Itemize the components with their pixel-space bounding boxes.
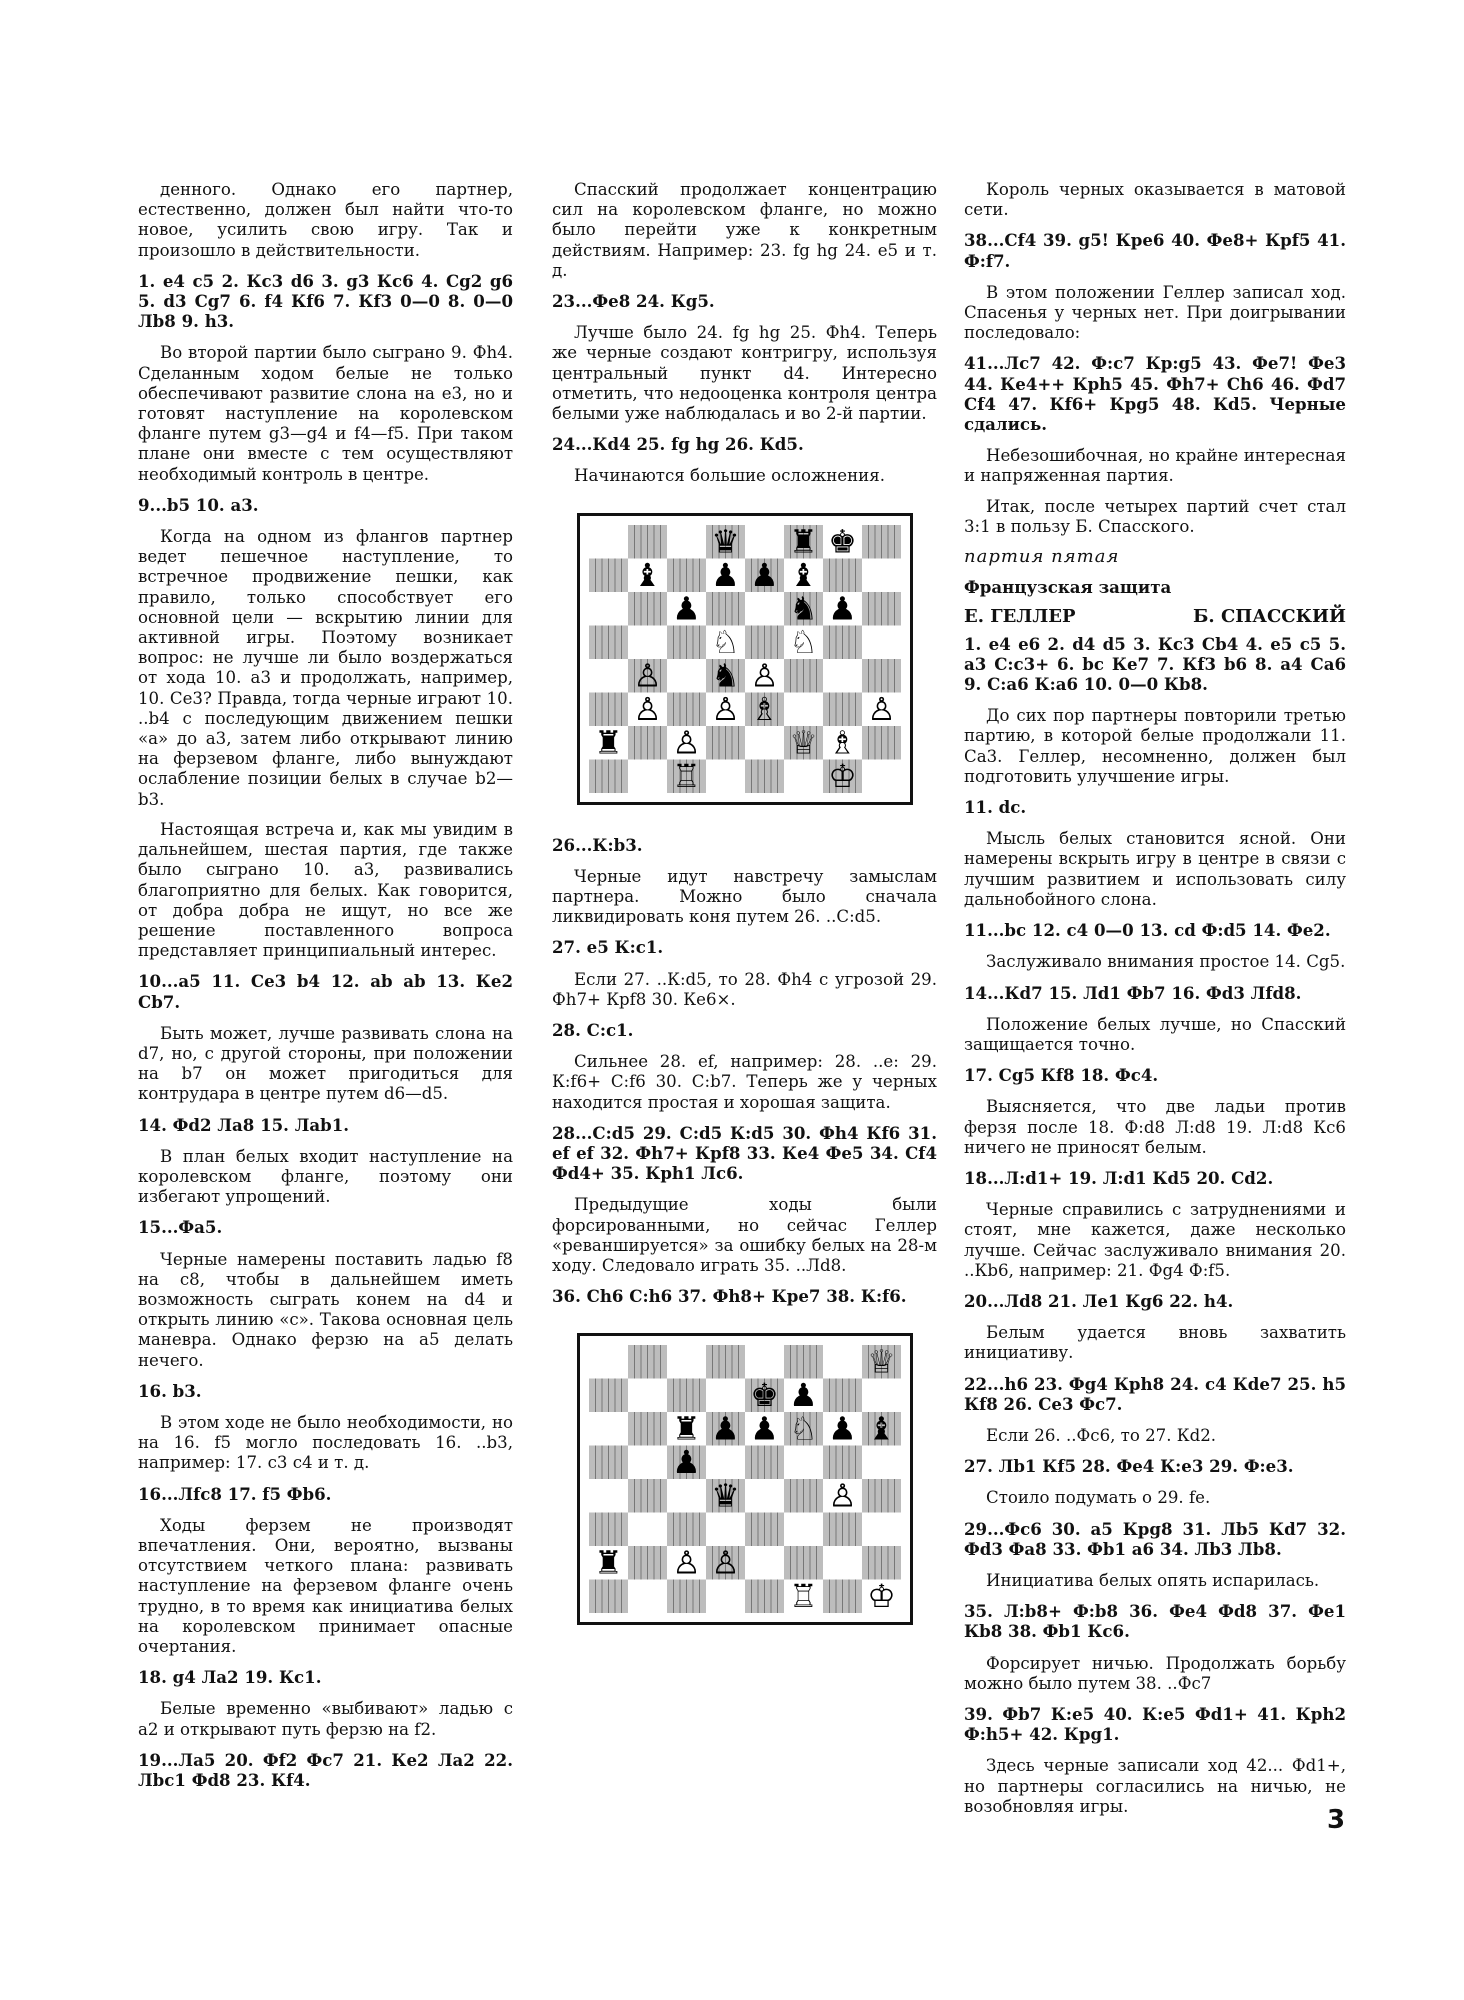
chess-piece: ♛ xyxy=(710,1475,740,1514)
chess-piece: ♜ xyxy=(593,723,623,762)
chess-piece: ♟ xyxy=(710,555,740,594)
board-square xyxy=(784,692,823,726)
chess-piece: ♚ xyxy=(749,1375,779,1414)
chess-piece: ♜ xyxy=(671,1408,701,1447)
board-square xyxy=(745,592,784,626)
chess-piece: ♝ xyxy=(866,1408,896,1447)
board-square xyxy=(589,1345,628,1379)
commentary-paragraph: Когда на одном из флангов партнер ведет пешечное наступление, то встречное продвижение пешки, как правило, только способствует его основной цели — вскрытию линии для активной игры. Поэтому возникает вопрос: не лучше ли было воздержаться от хода 10. a3 и продолжать, например, 10. Ce3? Правда, тогда черные играют 10. ..b4 с последующим движением пешки «а» до a3, затем либо открывают линию на ферзевом фланге, либо вынуждают ослабление позиции белых в случае b2—b3. xyxy=(138,527,513,809)
board-square xyxy=(589,659,628,693)
chess-piece: ♙ xyxy=(866,689,896,728)
commentary-paragraph: Выясняется, что две ладьи против ферзя после 18. Ф:d8 Л:d8 19. Л:d8 Кc6 ничего не приносят белым. xyxy=(964,1097,1346,1157)
chess-piece: ♟ xyxy=(749,1408,779,1447)
move-list: 38...Cf4 39. g5! Кpe6 40. Фe8+ Кpf5 41. Ф:f7. xyxy=(964,230,1346,271)
move-list: 17. Cg5 Кf8 18. Фc4. xyxy=(964,1065,1159,1086)
chess-piece: ♟ xyxy=(749,555,779,594)
board-square xyxy=(745,525,784,559)
board-square xyxy=(667,1345,706,1379)
chess-piece: ♕ xyxy=(866,1344,896,1380)
commentary-paragraph: Инициатива белых опять испарилась. xyxy=(986,1570,1320,1590)
board-square xyxy=(706,1579,745,1613)
move-list: 15...Фa5. xyxy=(138,1217,223,1238)
move-list: 35. Л:b8+ Ф:b8 36. Фe4 Фd8 37. Фe1 Кb8 38. Фb1 Кc6. xyxy=(964,1601,1346,1642)
board-square xyxy=(706,1445,745,1479)
move-list: 11. dc. xyxy=(964,797,1027,818)
board-square xyxy=(706,759,745,793)
commentary-paragraph: Заслуживало внимания простое 14. Cg5. xyxy=(986,952,1346,972)
board-square xyxy=(862,625,901,659)
board-square xyxy=(784,1512,823,1546)
commentary-paragraph: Ходы ферзем не производят впечатления. Они, вероятно, вызваны отсутствием четкого плана: развивать наступление на ферзевом фланге очень трудно, в то время как инициатива белых на королевском принимает опасные очертания. xyxy=(138,1515,513,1656)
opening-name: Французская защита xyxy=(964,577,1172,598)
commentary-paragraph: Если 26. ..Фc6, то 27. Кd2. xyxy=(986,1425,1217,1445)
board-square xyxy=(589,525,628,559)
commentary-paragraph: Небезошибочная, но крайне интересная и напряженная партия. xyxy=(964,446,1346,486)
commentary-paragraph: Черные намерены поставить ладью f8 на c8, чтобы в дальнейшем иметь возможность сыграть конем на d4 и открыть линию «с». Такова основная цель маневра. Однако ферзю на a5 делать нечего. xyxy=(138,1249,513,1370)
move-list: 24...Кd4 25. fg hg 26. Кd5. xyxy=(552,434,804,455)
board-square xyxy=(823,659,862,693)
commentary-paragraph: Мысль белых становится ясной. Они намерены вскрыть игру в центре в связи с лучшим развитием и использовать силу дальнобойного слона. xyxy=(964,829,1346,909)
move-list: 23...Фe8 24. Кg5. xyxy=(552,291,715,312)
board-square xyxy=(628,1445,667,1479)
chess-piece: ♜ xyxy=(788,524,818,561)
move-list: 28...C:d5 29. C:d5 К:d5 30. Фh4 Кf6 31. ef ef 32. Фh7+ Кpf8 33. Кe4 Фe5 34. Cf4 Фd4+ 35. Кph1 Лc6. xyxy=(552,1122,937,1184)
chess-piece: ♙ xyxy=(632,656,662,695)
chess-diagram-2 xyxy=(577,1333,913,1625)
board-square xyxy=(784,759,823,793)
commentary-paragraph: Здесь черные записали ход 42... Фd1+, но партнеры согласились на ничью, не возобновляя игры. xyxy=(964,1756,1346,1816)
move-list: 28. С:c1. xyxy=(552,1020,634,1041)
board-square xyxy=(589,1412,628,1446)
commentary-paragraph: Предыдущие ходы были форсированными, но сейчас Геллер «реваншируется» за ошибку белых на 28-м ходу. Следовало играть 35. ..Лd8. xyxy=(552,1195,937,1276)
chess-piece: ♕ xyxy=(788,723,818,762)
chess-piece: ♝ xyxy=(788,555,818,594)
board-square xyxy=(862,1378,901,1412)
commentary-paragraph: В этом положении Геллер записал ход. Спасенья у черных нет. При доигрывании последовало: xyxy=(964,282,1346,343)
board-square xyxy=(628,1579,667,1613)
commentary-paragraph: Форсирует ничью. Продолжать борьбу можно было путем 38. ..Фc7 xyxy=(964,1653,1346,1693)
chess-piece: ♔ xyxy=(866,1576,896,1613)
move-list: 9...b5 10. a3. xyxy=(138,494,259,515)
commentary-paragraph: Если 27. ..К:d5, то 28. Фh4 с угрозой 29. Фh7+ Кpf8 30. Кe6×. xyxy=(552,969,937,1009)
commentary-paragraph: Итак, после четырех партий счет стал 3:1 в пользу Б. Спасского. xyxy=(964,496,1346,536)
board-square xyxy=(745,1479,784,1513)
chess-piece: ♟ xyxy=(710,1408,740,1447)
chess-piece: ♘ xyxy=(788,1408,818,1447)
move-list: 19...Лa5 20. Фf2 Фc7 21. Кe2 Лa2 22. Лbc1 Фd8 23. Кf4. xyxy=(138,1749,513,1791)
commentary-paragraph: Сильнее 28. ef, например: 28. ..e: 29. К:f6+ С:f6 30. С:b7. Теперь же у черных находится простая и хорошая защита. xyxy=(552,1052,937,1112)
commentary-paragraph: Лучше было 24. fg hg 25. Фh4. Теперь же черные создают контригру, используя центральный пункт d4. Интересно отметить, что недооценка контроля центра белыми уже наблюдалась и во 2-й партии. xyxy=(552,323,937,424)
chess-piece: ♟ xyxy=(671,1442,701,1481)
commentary-paragraph: Стоило подумать о 29. fe. xyxy=(986,1488,1211,1508)
move-list: 10...a5 11. Ce3 b4 12. ab ab 13. Кe2 Cb7. xyxy=(138,971,513,1012)
chess-piece: ♚ xyxy=(827,524,857,561)
chess-piece: ♖ xyxy=(788,1576,818,1613)
commentary-paragraph: В план белых входит наступление на королевском фланге, поэтому они избегают упрощений. xyxy=(138,1146,513,1207)
board-square xyxy=(667,1479,706,1513)
board-square xyxy=(589,592,628,626)
chess-piece: ♘ xyxy=(788,622,818,661)
move-list: 11...bc 12. c4 0—0 13. cd Ф:d5 14. Фe2. xyxy=(964,920,1331,941)
move-list: 22...h6 23. Фg4 Кph8 24. c4 Кde7 25. h5 Кf8 26. Ce3 Фc7. xyxy=(964,1373,1346,1414)
board-square xyxy=(667,659,706,693)
chess-piece: ♗ xyxy=(827,723,857,762)
board-square xyxy=(706,1512,745,1546)
board-square xyxy=(745,1345,784,1379)
chess-piece: ♞ xyxy=(788,589,818,628)
chess-piece: ♞ xyxy=(710,656,740,695)
board-square xyxy=(784,1445,823,1479)
board-square xyxy=(862,1512,901,1546)
chess-diagram-1 xyxy=(577,513,913,805)
chess-piece: ♖ xyxy=(671,756,701,793)
game-title: партия пятая xyxy=(964,546,1120,568)
board-square xyxy=(667,525,706,559)
commentary-paragraph: Настоящая встреча и, как мы увидим в дальнейшем, шестая партия, где также было сыграно 10. a3, развивались благоприятно для белых. Как говорится, от добра добра не ищут, но все же решение поставленного вопроса представляет принципиальный интерес. xyxy=(138,819,513,961)
move-list: 41...Лc7 42. Ф:c7 Кр:g5 43. Фe7! Фe3 44. Кe4++ Кph5 45. Фh7+ Ch6 46. Фd7 Cf4 47. Кf6+ Кpg5 48. Кd5. Черные сдались. xyxy=(964,353,1346,435)
chess-piece: ♔ xyxy=(827,756,857,793)
chess-piece: ♙ xyxy=(710,1542,740,1581)
move-list: 27. e5 К:c1. xyxy=(552,937,664,958)
move-list: 16...Лfc8 17. f5 Фb6. xyxy=(138,1483,332,1504)
commentary-paragraph: Быть может, лучше развивать слона на d7, но, с другой стороны, при положении на b7 он может пригодиться для контрудара в центре путем d6—d5. xyxy=(138,1023,513,1104)
chess-piece: ♟ xyxy=(827,589,857,628)
move-list: 1. e4 e6 2. d4 d5 3. Кc3 Cb4 4. e5 c5 5. a3 С:c3+ 6. bc Кe7 7. Кf3 b6 8. a4 Ca6 9. С:a6 К:a6 10. 0—0 Кb8. xyxy=(964,633,1346,695)
commentary-paragraph: Спасский продолжает концентрацию сил на королевском фланге, но можно было перейти уже к конкретным действиям. Например: 23. fg hg 24. e5 и т. д. xyxy=(552,180,937,280)
move-list: 1. e4 c5 2. Кc3 d6 3. g3 Кc6 4. Cg2 g6 5. d3 Cg7 6. f4 Кf6 7. Кf3 0—0 8. 0—0 Лb8 9. h3. xyxy=(138,270,513,332)
black-player: Б. СПАССКИЙ xyxy=(1193,606,1346,628)
board-square xyxy=(862,558,901,592)
board-square xyxy=(745,1546,784,1580)
move-list: 20...Лd8 21. Лe1 Кg6 22. h4. xyxy=(964,1290,1234,1311)
column-2 xyxy=(552,180,937,1655)
board-square xyxy=(706,1378,745,1412)
board-square xyxy=(862,759,901,793)
commentary-paragraph: Белые временно «выбивают» ладью с a2 и открывают путь ферзю на f2. xyxy=(138,1699,513,1739)
chess-piece: ♟ xyxy=(671,589,701,628)
chess-piece: ♘ xyxy=(710,622,740,661)
commentary-paragraph: Черные справились с затруднениями и стоят, мне кажется, даже несколько лучше. Сейчас заслуживало внимания 20. ..Кb6, например: 21. Фg4 Ф:f5. xyxy=(964,1200,1346,1280)
chess-piece: ♗ xyxy=(749,689,779,728)
commentary-paragraph: Положение белых лучше, но Спасский защищается точно. xyxy=(964,1014,1346,1054)
chess-piece: ♛ xyxy=(710,524,740,561)
chess-piece: ♙ xyxy=(632,689,662,728)
move-list: 26...К:b3. xyxy=(552,834,643,855)
column-1 xyxy=(138,180,513,1802)
commentary-paragraph: денного. Однако его партнер, естественно, должен был найти что-то новое, усилить свою игру. Так и произошло в действительности. xyxy=(138,180,513,260)
move-list: 14...Кd7 15. Лd1 Фb7 16. Фd3 Лfd8. xyxy=(964,982,1302,1003)
chess-piece: ♙ xyxy=(710,689,740,728)
chess-piece: ♟ xyxy=(827,1408,857,1447)
board-square xyxy=(589,1479,628,1513)
commentary-paragraph: Начинаются большие осложнения. xyxy=(574,466,885,486)
white-player: Е. ГЕЛЛЕР xyxy=(964,606,1076,628)
column-3 xyxy=(964,180,1346,1827)
chess-piece: ♙ xyxy=(827,1475,857,1514)
board-square xyxy=(823,1345,862,1379)
board-square xyxy=(628,625,667,659)
chess-piece: ♝ xyxy=(632,555,662,594)
move-list: 39. Фb7 К:e5 40. К:e5 Фd1+ 41. Кph2 Ф:h5+ 42. Кpg1. xyxy=(964,1703,1346,1745)
page-number: 3 xyxy=(1327,1805,1346,1835)
move-list: 36. Ch6 C:h6 37. Фh8+ Кpe7 38. К:f6. xyxy=(552,1286,907,1307)
chess-piece: ♙ xyxy=(749,656,779,695)
chess-piece: ♙ xyxy=(671,1542,701,1581)
commentary-paragraph: Белым удается вновь захватить инициативу. xyxy=(964,1323,1346,1363)
board-square xyxy=(862,1445,901,1479)
commentary-paragraph: Черные идут навстречу замыслам партнера. Можно было сначала ликвидировать коня путем 26. ..C:d5. xyxy=(552,866,937,927)
board-square xyxy=(628,759,667,793)
move-list: 18...Л:d1+ 19. Л:d1 Кd5 20. Cd2. xyxy=(964,1167,1274,1188)
board-square xyxy=(628,1378,667,1412)
move-list: 29...Фc6 30. a5 Кpg8 31. Лb5 Кd7 32. Фd3 Фa8 33. Фb1 a6 34. Лb3 Лb8. xyxy=(964,1518,1346,1559)
commentary-paragraph: Во второй партии было сыграно 9. Фh4. Сделанным ходом белые не только обеспечивают развитие слона на e3, но и готовят наступление на королевском фланге путем g3—g4 и f4—f5. При таком плане они вместе с тем осуществляют необходимый контроль в центре. xyxy=(138,343,513,484)
board-square xyxy=(628,1512,667,1546)
chess-piece: ♙ xyxy=(671,723,701,762)
move-list: 27. Лb1 Кf5 28. Фe4 К:e3 29. Ф:e3. xyxy=(964,1456,1294,1477)
commentary-paragraph: Король черных оказывается в матовой сети. xyxy=(964,180,1346,220)
commentary-paragraph: До сих пор партнеры повторили третью партию, в которой белые продолжали 11. Ca3. Геллер, несомненно, должен был подготовить улучшение игры. xyxy=(964,706,1346,786)
board-square xyxy=(745,726,784,760)
move-list: 16. b3. xyxy=(138,1380,202,1401)
board-square xyxy=(823,1546,862,1580)
commentary-paragraph: В этом ходе не было необходимости, но на 16. f5 могло последовать 16. ..b3, например: 17. c3 c4 и т. д. xyxy=(138,1412,513,1473)
move-list: 18. g4 Лa2 19. Кc1. xyxy=(138,1667,322,1688)
move-list: 14. Фd2 Лa8 15. Лab1. xyxy=(138,1114,350,1135)
players xyxy=(964,607,1346,627)
chess-piece: ♟ xyxy=(788,1375,818,1414)
chess-piece: ♜ xyxy=(593,1542,623,1581)
